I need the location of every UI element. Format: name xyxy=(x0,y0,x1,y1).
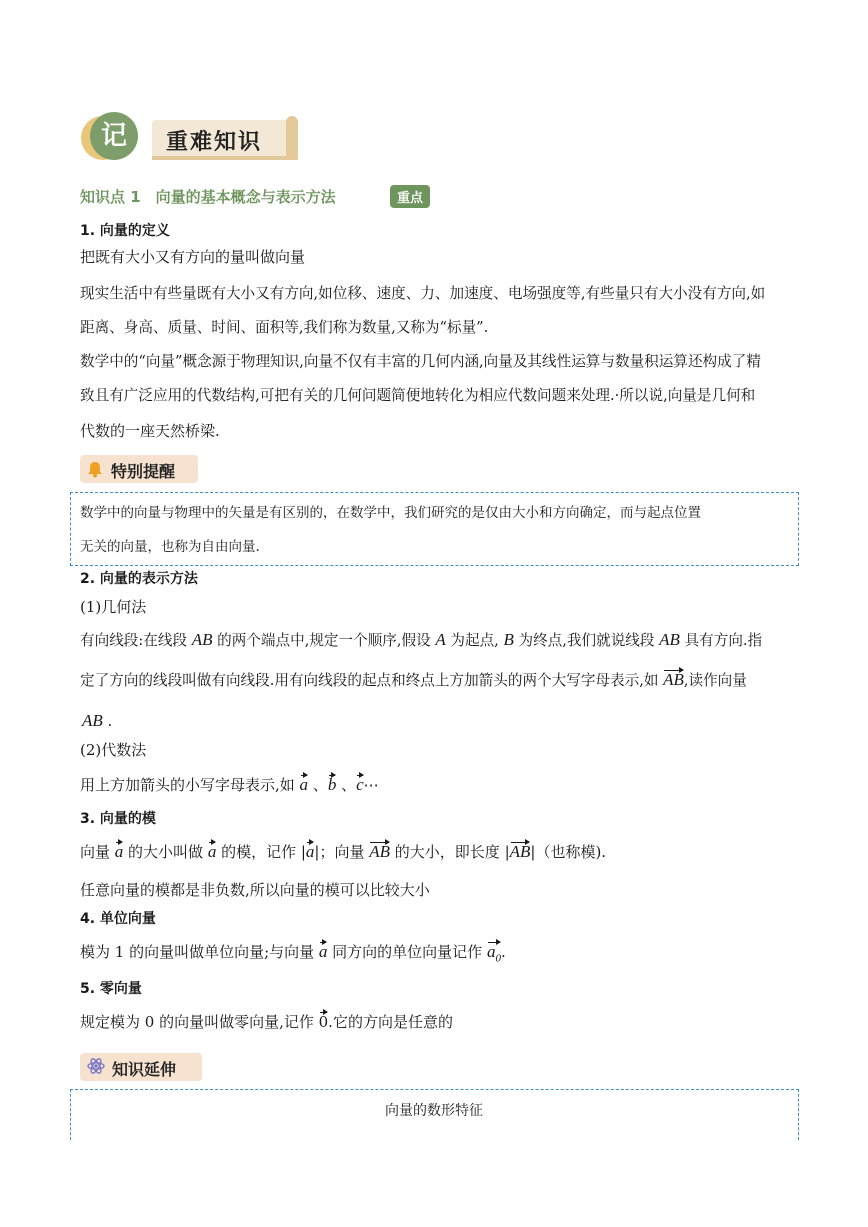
section-2-title: 2. 向量的表示方法 xyxy=(80,571,198,587)
reminder-line-2: 无关的向量，也称为自由向量. xyxy=(80,539,260,555)
text: . xyxy=(102,712,113,730)
math-AB: AB xyxy=(82,711,103,730)
s1-paragraph-2b: 距离、身高、质量、时间、面积等,我们称为数量,又称为“标量”. xyxy=(80,319,489,336)
section-3-title: 3. 向量的模 xyxy=(80,811,156,827)
text: 规定模为 0 的向量叫做零向量,记作 xyxy=(80,1013,319,1031)
section-1-title: 1. 向量的定义 xyxy=(80,223,170,239)
knowledge-point-title: 知识点 1 向量的基本概念与表示方法 xyxy=(80,188,336,206)
banner-scroll-end xyxy=(286,116,298,160)
key-badge: 重点 xyxy=(390,185,430,208)
text: |；向量 xyxy=(314,843,370,861)
s4-line-1 xyxy=(80,942,506,968)
s2-sub-geometric: (1)几何法 xyxy=(80,598,147,616)
text: 的模，记作 | xyxy=(216,843,306,861)
vector-a: a xyxy=(207,842,217,861)
text: . xyxy=(500,943,506,961)
math-A: A xyxy=(435,630,446,649)
text: 同方向的单位向量记作 xyxy=(327,943,487,961)
text: 模为 1 的向量叫做单位向量;与向量 xyxy=(80,943,319,961)
s1-paragraph-3c: 代数的一座天然桥梁. xyxy=(80,422,220,440)
s1-paragraph-3a: 数学中的“向量”概念源于物理知识,向量不仅有丰富的几何内涵,向量及其线性运算与数量积运算还构成了精 xyxy=(80,353,761,370)
banner-title: 重难知识 xyxy=(166,130,263,155)
text: 、 xyxy=(308,776,328,794)
bell-icon xyxy=(86,460,104,478)
text: 具有方向.指 xyxy=(679,632,763,649)
vector-a0 xyxy=(487,942,501,968)
section-5-title: 5. 零向量 xyxy=(80,981,142,997)
zero-vector: 0 xyxy=(318,1013,329,1031)
extension-tag-label: 知识延伸 xyxy=(112,1060,177,1079)
text: 的两个端点中,规定一个顺序,假设 xyxy=(212,632,436,649)
text: ⋯ xyxy=(363,776,379,794)
vector-a: a xyxy=(318,942,328,961)
text: 为终点,我们就说线段 xyxy=(513,632,660,649)
s1-paragraph-2a: 现实生活中有些量既有大小又有方向,如位移、速度、力、加速度、电场强度等,有些量只有大小没有方向,如 xyxy=(80,285,766,302)
s3-line-1 xyxy=(80,842,606,862)
text: 的大小叫做 xyxy=(123,843,208,861)
s1-paragraph-1: 把既有大小又有方向的量叫做向量 xyxy=(80,248,306,266)
s2-line-4 xyxy=(80,775,379,795)
a0-subscript: 0 xyxy=(495,952,501,965)
text: 向量 xyxy=(80,843,115,861)
banner-icon: 记 xyxy=(90,112,138,160)
reminder-line-1: 数学中的向量与物理中的矢量是有区别的，在数学中，我们研究的是仅由大小和方向确定，而与起点位置 xyxy=(80,505,701,521)
vector-a: a xyxy=(299,775,309,794)
s2-sub-algebraic: (2)代数法 xyxy=(80,741,147,759)
s2-line-2 xyxy=(80,670,747,691)
vector-a: a xyxy=(305,842,315,861)
s1-paragraph-3b: 致且有广泛应用的代数结构,可把有关的几何问题简便地转化为相应代数问题来处理.·所以说,向量是几何和 xyxy=(80,387,756,404)
text: 为起点, xyxy=(445,632,504,649)
vector-c: c xyxy=(356,775,364,794)
s2-line-1 xyxy=(80,630,762,651)
text: 定了方向的线段叫做有向线段.用有向线段的起点和终点上方加箭头的两个大写字母表示,如 xyxy=(80,672,664,689)
a0-letter: a xyxy=(486,942,496,961)
text: ,读作向量 xyxy=(683,672,747,689)
atom-icon xyxy=(86,1056,106,1076)
s5-line-1 xyxy=(80,1012,453,1032)
vector-AB: AB xyxy=(509,842,531,861)
text: 有向线段:在线段 xyxy=(80,632,192,649)
text: 用上方加箭头的小写字母表示,如 xyxy=(80,776,300,794)
vector-b: b xyxy=(327,775,337,794)
section-4-title: 4. 单位向量 xyxy=(80,911,156,927)
vector-a: a xyxy=(114,842,124,861)
math-AB: AB xyxy=(191,630,213,649)
text: 的大小，即长度 | xyxy=(390,843,510,861)
text: 、 xyxy=(336,776,357,794)
s2-line-3 xyxy=(82,711,112,731)
text: .它的方向是任意的 xyxy=(328,1013,453,1031)
reminder-tag-label: 特别提醒 xyxy=(111,462,176,481)
math-B: B xyxy=(503,630,514,649)
vector-AB: AB xyxy=(369,842,391,861)
math-AB: AB xyxy=(659,630,680,649)
text: |（也称模). xyxy=(530,843,607,861)
banner-shadow xyxy=(152,156,298,160)
extension-heading: 向量的数形特征 xyxy=(385,1103,483,1119)
vector-AB: AB xyxy=(663,670,684,689)
s3-line-2: 任意向量的模都是非负数,所以向量的模可以比较大小 xyxy=(80,881,430,899)
